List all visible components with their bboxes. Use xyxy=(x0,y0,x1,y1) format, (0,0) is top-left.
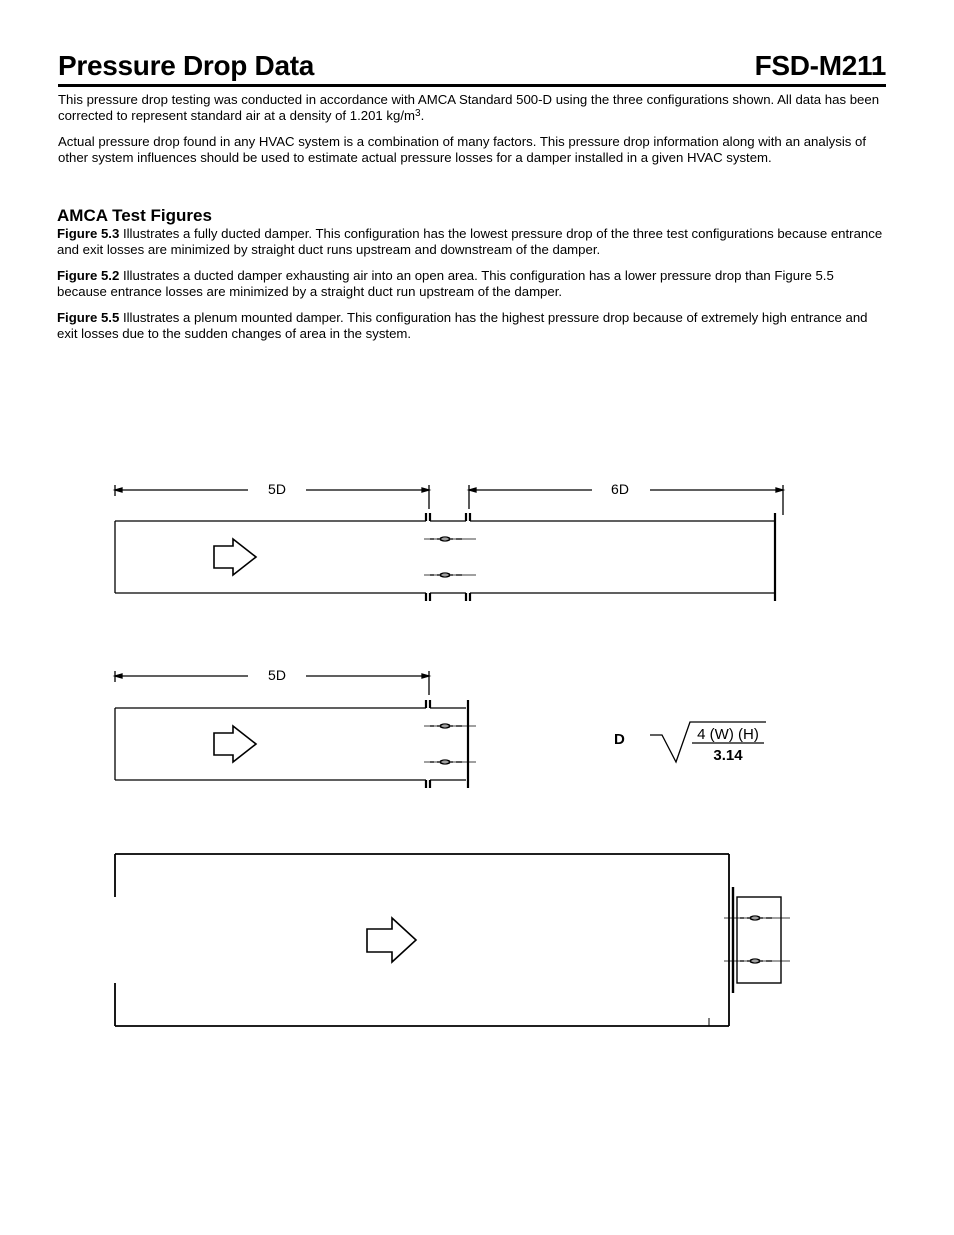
diameter-formula xyxy=(614,722,766,764)
intro-paragraph-1-end: . xyxy=(420,107,425,123)
damper-flanges xyxy=(426,513,470,601)
formula-numerator: 4 (W) (H) xyxy=(697,726,759,743)
figure-5-3-diagram xyxy=(115,481,783,601)
plenum-damper xyxy=(733,887,781,993)
figure-5-2-diagram xyxy=(115,667,476,788)
dimension-label-5d-lower: 5D xyxy=(268,667,286,683)
duct-downstream xyxy=(470,513,775,601)
airflow-arrow-icon xyxy=(214,726,256,762)
intro-paragraph-1-text: This pressure drop testing was conducted in accordance with AMCA Standard 500-D using the three configurations shown. All data has been corrected to represent standard air at a density of 1.201 kg/m xyxy=(58,92,880,123)
duct-upstream xyxy=(115,521,426,593)
figure-5-5-label: Figure 5.5 xyxy=(57,310,120,325)
dimension-5d-lower xyxy=(115,667,429,695)
damper-frame xyxy=(430,521,466,593)
intro-paragraph-2: Actual pressure drop found in any HVAC system is a combination of many factors. This pressure drop information along with an analysis of other system influences should be used to estimate actual pressure losses for a damper installed in a given HVAC system. xyxy=(58,134,867,165)
dimension-label-5d-upper: 5D xyxy=(268,481,286,497)
dimension-5d-upper xyxy=(115,481,429,509)
section-heading: AMCA Test Figures xyxy=(57,206,212,225)
page-title: Pressure Drop Data xyxy=(58,50,315,81)
dimension-label-6d: 6D xyxy=(611,481,629,497)
figure-5-2-text: Illustrates a ducted damper exhausting air into an open area. This configuration has a lower pressure drop than Figure 5.5 because entrance losses are minimized by a straight duct run upstream of the damper. xyxy=(57,268,834,299)
figure-5-2-label: Figure 5.2 xyxy=(57,268,120,283)
damper-flanges-2 xyxy=(426,700,468,788)
figure-5-3-text: Illustrates a fully ducted damper. This configuration has the lowest pressure drop of the three test configurations because entrance and exit losses are minimized by straight duct runs upstream and downstream of the damper. xyxy=(57,226,883,257)
dimension-6d xyxy=(469,481,783,515)
airflow-arrow-icon xyxy=(214,539,256,575)
figure-5-5-text: Illustrates a plenum mounted damper. This configuration has the highest pressure drop because of extremely high entrance and exit losses due to the sudden changes of area in the system. xyxy=(57,310,868,341)
duct-upstream-2 xyxy=(115,708,426,780)
airflow-arrow-icon xyxy=(367,918,416,962)
intro-superscript: 3 xyxy=(415,107,421,119)
damper-frame-2 xyxy=(430,708,466,780)
figure-5-3-label: Figure 5.3 xyxy=(57,226,120,241)
formula-denominator: 3.14 xyxy=(713,747,743,764)
document-code: FSD-M211 xyxy=(754,50,886,81)
formula-variable: D xyxy=(614,731,625,748)
plenum-chamber xyxy=(115,854,729,1026)
figure-5-5-diagram xyxy=(115,854,790,1026)
